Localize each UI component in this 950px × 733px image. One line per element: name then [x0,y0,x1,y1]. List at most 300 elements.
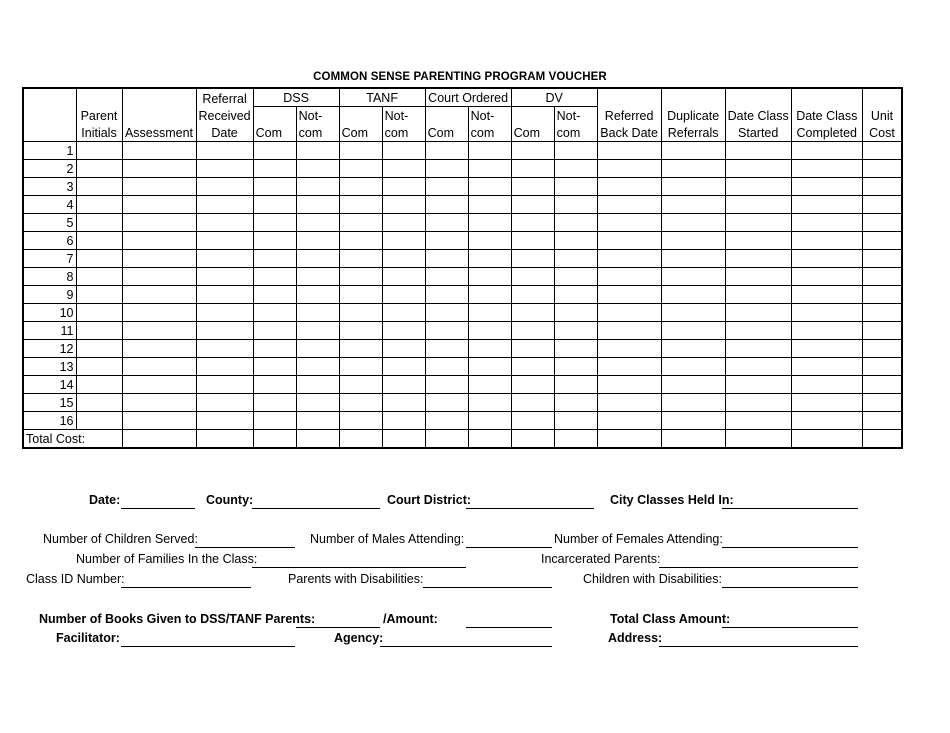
table-cell[interactable] [597,358,661,376]
table-cell[interactable] [511,340,554,358]
table-cell[interactable] [511,232,554,250]
table-cell[interactable] [862,268,902,286]
table-cell[interactable] [296,232,339,250]
total-class-amount-field[interactable] [722,612,858,628]
table-cell[interactable] [122,376,196,394]
completed-header: Completed [791,124,862,142]
total-class-amount-label: Total Class Amount: [610,612,731,626]
table-cell[interactable] [296,304,339,322]
table-cell[interactable] [196,268,253,286]
table-cell[interactable] [425,304,468,322]
table-cell[interactable] [382,376,425,394]
page-title: COMMON SENSE PARENTING PROGRAM VOUCHER [313,71,607,83]
table-cell[interactable] [862,178,902,196]
table-cell[interactable] [253,214,296,232]
table-cell[interactable] [382,340,425,358]
table-cell[interactable] [468,286,511,304]
table-cell[interactable] [597,232,661,250]
table-cell[interactable] [339,232,382,250]
table-row [23,196,902,214]
table-cell[interactable] [862,376,902,394]
table-cell[interactable] [339,178,382,196]
table-cell[interactable] [725,268,791,286]
table-cell[interactable] [468,394,511,412]
table-cell[interactable] [791,232,862,250]
table-cell[interactable] [597,142,661,160]
table-cell[interactable] [196,322,253,340]
table-cell[interactable] [196,214,253,232]
table-cell[interactable] [76,232,122,250]
table-cell[interactable] [597,250,661,268]
table-cell[interactable] [862,196,902,214]
table-cell[interactable] [76,340,122,358]
table-cell[interactable] [339,376,382,394]
table-cell[interactable] [76,358,122,376]
address-field[interactable] [659,631,858,647]
table-cell[interactable] [296,214,339,232]
table-cell[interactable] [725,394,791,412]
table-cell[interactable] [554,340,597,358]
table-cell[interactable] [597,214,661,232]
row-number: 8 [23,268,76,286]
table-cell[interactable] [791,340,862,358]
table-cell[interactable] [597,196,661,214]
table-cell[interactable] [791,142,862,160]
table-cell[interactable] [791,160,862,178]
table-cell[interactable] [382,178,425,196]
table-cell[interactable] [597,286,661,304]
table-cell[interactable] [196,286,253,304]
table-cell[interactable] [253,394,296,412]
table-cell[interactable] [862,340,902,358]
table-cell[interactable] [725,250,791,268]
table-cell[interactable] [791,412,862,430]
table-cell[interactable] [791,268,862,286]
table-cell[interactable] [661,322,725,340]
table-cell[interactable] [511,376,554,394]
table-cell[interactable] [554,322,597,340]
table-cell[interactable] [554,142,597,160]
table-cell[interactable] [122,178,196,196]
table-cell[interactable] [425,196,468,214]
table-cell[interactable] [511,394,554,412]
table-cell[interactable] [597,412,661,430]
table-cell[interactable] [468,358,511,376]
table-cell[interactable] [554,160,597,178]
date-field[interactable] [121,493,195,509]
table-cell[interactable] [76,196,122,214]
table-cell[interactable] [76,250,122,268]
table-cell[interactable] [425,268,468,286]
females-field[interactable] [722,532,858,548]
table-cell[interactable] [253,268,296,286]
table-cell[interactable] [862,142,902,160]
table-cell[interactable] [122,286,196,304]
table-cell[interactable] [791,358,862,376]
table-cell[interactable] [511,322,554,340]
city-classes-field[interactable] [722,493,858,509]
table-cell[interactable] [339,322,382,340]
table-cell[interactable] [661,340,725,358]
table-cell[interactable] [554,358,597,376]
table-cell[interactable] [862,250,902,268]
table-cell[interactable] [196,376,253,394]
table-cell[interactable] [554,412,597,430]
table-cell[interactable] [122,304,196,322]
table-cell[interactable] [554,268,597,286]
table-cell[interactable] [382,394,425,412]
table-cell[interactable] [196,142,253,160]
table-cell[interactable] [791,376,862,394]
table-cell[interactable] [339,268,382,286]
table-cell[interactable] [511,358,554,376]
table-cell[interactable] [76,322,122,340]
court-ordered-header: Court Ordered [425,88,511,107]
table-cell[interactable] [468,322,511,340]
table-cell[interactable] [511,304,554,322]
agency-label: Agency: [334,631,384,645]
table-cell[interactable] [725,304,791,322]
table-cell[interactable] [382,268,425,286]
table-cell[interactable] [511,412,554,430]
table-cell[interactable] [791,250,862,268]
table-cell[interactable] [196,304,253,322]
table-cell[interactable] [661,214,725,232]
table-cell[interactable] [862,286,902,304]
facilitator-field[interactable] [121,631,295,647]
table-row [23,142,902,160]
table-cell[interactable] [661,160,725,178]
table-cell[interactable] [76,376,122,394]
table-cell[interactable] [554,214,597,232]
table-cell[interactable] [122,358,196,376]
table-cell[interactable] [296,340,339,358]
table-cell[interactable] [196,340,253,358]
table-cell[interactable] [382,322,425,340]
table-cell[interactable] [196,394,253,412]
males-field[interactable] [466,532,552,548]
table-cell[interactable] [339,286,382,304]
children-disabilities-field[interactable] [722,572,858,588]
table-cell[interactable] [122,340,196,358]
row-number: 11 [23,322,76,340]
table-cell[interactable] [196,196,253,214]
amount-field[interactable] [466,612,552,628]
table-cell[interactable] [791,322,862,340]
table-cell[interactable] [725,142,791,160]
table-cell[interactable] [468,268,511,286]
children-served-field[interactable] [195,532,295,548]
agency-field[interactable] [380,631,552,647]
table-cell[interactable] [382,160,425,178]
table-cell[interactable] [253,160,296,178]
table-cell[interactable] [661,232,725,250]
table-cell[interactable] [425,160,468,178]
table-cell[interactable] [382,304,425,322]
table-cell[interactable] [725,214,791,232]
table-cell[interactable] [296,286,339,304]
table-cell[interactable] [725,322,791,340]
table-cell[interactable] [661,412,725,430]
row-number: 13 [23,358,76,376]
table-cell[interactable] [296,394,339,412]
table-cell[interactable] [425,142,468,160]
table-cell[interactable] [511,178,554,196]
table-cell[interactable] [862,412,902,430]
table-cell[interactable] [597,268,661,286]
table-cell[interactable] [296,160,339,178]
table-cell[interactable] [661,358,725,376]
table-cell[interactable] [296,178,339,196]
table-cell[interactable] [196,160,253,178]
table-cell[interactable] [661,196,725,214]
table-cell[interactable] [425,412,468,430]
table-cell[interactable] [554,376,597,394]
table-cell[interactable] [511,196,554,214]
table-cell[interactable] [382,196,425,214]
table-cell[interactable] [196,412,253,430]
table-cell[interactable] [597,376,661,394]
table-cell[interactable] [253,232,296,250]
table-cell[interactable] [791,394,862,412]
table-cell[interactable] [791,196,862,214]
table-cell[interactable] [468,142,511,160]
table-cell[interactable] [468,196,511,214]
table-cell[interactable] [661,304,725,322]
table-cell[interactable] [725,178,791,196]
books-field[interactable] [296,612,380,628]
table-cell[interactable] [661,250,725,268]
table-cell[interactable] [296,196,339,214]
table-cell[interactable] [382,286,425,304]
table-cell[interactable] [468,340,511,358]
cost-header: Cost [862,124,902,142]
table-cell[interactable] [339,196,382,214]
table-cell[interactable] [725,358,791,376]
table-cell[interactable] [382,358,425,376]
table-cell[interactable] [661,142,725,160]
court-district-field[interactable] [466,493,594,509]
county-field[interactable] [252,493,380,509]
children-disabilities-label: Children with Disabilities: [583,572,722,586]
table-cell[interactable] [122,412,196,430]
table-cell[interactable] [76,160,122,178]
table-cell[interactable] [339,358,382,376]
table-cell[interactable] [597,322,661,340]
table-cell[interactable] [339,394,382,412]
table-cell[interactable] [382,250,425,268]
table-cell[interactable] [296,376,339,394]
amount-label: /Amount: [383,612,438,626]
table-cell[interactable] [122,250,196,268]
table-row [23,376,902,394]
table-cell[interactable] [725,412,791,430]
table-cell[interactable] [382,142,425,160]
table-cell[interactable] [468,214,511,232]
table-cell[interactable] [862,214,902,232]
tanf-notcom-header: Not- [382,107,425,125]
table-cell[interactable] [468,304,511,322]
table-cell[interactable] [597,340,661,358]
families-field[interactable] [252,552,466,568]
table-cell[interactable] [425,340,468,358]
court-notcom-header: Not- [468,107,511,125]
table-cell[interactable] [661,376,725,394]
table-cell[interactable] [122,322,196,340]
table-cell[interactable] [661,178,725,196]
table-cell[interactable] [253,142,296,160]
table-cell[interactable] [425,322,468,340]
total-cost-cell[interactable] [122,430,196,449]
table-cell[interactable] [196,178,253,196]
table-cell[interactable] [468,412,511,430]
table-cell[interactable] [339,340,382,358]
table-cell[interactable] [661,268,725,286]
table-cell[interactable] [76,268,122,286]
started-header: Started [725,124,791,142]
class-id-field[interactable] [121,572,251,588]
table-cell[interactable] [554,394,597,412]
table-cell[interactable] [554,250,597,268]
referred-header: Referred [597,107,661,125]
table-cell[interactable] [862,358,902,376]
total-cost-row [23,430,902,449]
table-cell[interactable] [725,196,791,214]
table-cell[interactable] [862,160,902,178]
table-cell[interactable] [597,394,661,412]
table-cell[interactable] [339,142,382,160]
table-cell[interactable] [76,214,122,232]
row-number: 2 [23,160,76,178]
table-cell[interactable] [122,160,196,178]
table-cell[interactable] [253,178,296,196]
table-cell[interactable] [425,358,468,376]
table-cell[interactable] [122,196,196,214]
table-cell[interactable] [253,376,296,394]
table-cell[interactable] [511,268,554,286]
table-cell[interactable] [862,322,902,340]
table-cell[interactable] [725,376,791,394]
table-cell[interactable] [554,232,597,250]
table-cell[interactable] [511,286,554,304]
table-cell[interactable] [253,322,296,340]
table-cell[interactable] [296,268,339,286]
table-cell[interactable] [468,376,511,394]
table-cell[interactable] [339,160,382,178]
table-row [23,268,902,286]
table-cell[interactable] [511,142,554,160]
table-cell[interactable] [597,304,661,322]
table-cell[interactable] [425,376,468,394]
incarcerated-field[interactable] [659,552,858,568]
table-cell[interactable] [791,214,862,232]
table-cell[interactable] [296,322,339,340]
table-cell[interactable] [296,412,339,430]
table-cell[interactable] [253,196,296,214]
table-cell[interactable] [76,286,122,304]
table-cell[interactable] [253,304,296,322]
table-cell[interactable] [122,268,196,286]
table-cell[interactable] [511,250,554,268]
table-cell[interactable] [468,160,511,178]
table-cell[interactable] [511,214,554,232]
table-cell[interactable] [597,160,661,178]
table-cell[interactable] [253,412,296,430]
table-cell[interactable] [253,286,296,304]
table-cell[interactable] [425,286,468,304]
table-cell[interactable] [725,340,791,358]
table-cell[interactable] [76,394,122,412]
table-cell[interactable] [339,250,382,268]
table-cell[interactable] [425,178,468,196]
table-cell[interactable] [511,160,554,178]
table-cell[interactable] [725,160,791,178]
table-cell[interactable] [791,286,862,304]
table-cell[interactable] [76,304,122,322]
table-cell[interactable] [339,304,382,322]
table-cell[interactable] [425,214,468,232]
table-cell[interactable] [661,394,725,412]
table-cell[interactable] [725,232,791,250]
table-cell[interactable] [382,412,425,430]
table-cell[interactable] [468,232,511,250]
table-cell[interactable] [382,214,425,232]
table-cell[interactable] [296,142,339,160]
table-cell[interactable] [296,358,339,376]
table-cell[interactable] [76,178,122,196]
address-label: Address: [608,631,663,645]
table-cell[interactable] [122,394,196,412]
parents-disabilities-field[interactable] [423,572,552,588]
table-cell[interactable] [253,358,296,376]
table-cell[interactable] [468,178,511,196]
table-cell[interactable] [554,196,597,214]
header-row-2 [23,107,902,125]
table-cell[interactable] [862,304,902,322]
table-cell[interactable] [554,304,597,322]
table-cell[interactable] [382,232,425,250]
table-cell[interactable] [554,286,597,304]
table-cell[interactable] [253,340,296,358]
table-row [23,394,902,412]
table-cell[interactable] [122,142,196,160]
table-cell[interactable] [296,250,339,268]
table-cell[interactable] [339,214,382,232]
table-cell[interactable] [122,214,196,232]
table-cell[interactable] [791,304,862,322]
table-cell[interactable] [76,142,122,160]
table-cell[interactable] [468,250,511,268]
table-cell[interactable] [554,178,597,196]
table-cell[interactable] [425,250,468,268]
table-cell[interactable] [196,250,253,268]
row-number: 9 [23,286,76,304]
table-cell[interactable] [725,286,791,304]
table-cell[interactable] [597,178,661,196]
table-cell[interactable] [425,394,468,412]
table-cell[interactable] [196,358,253,376]
table-cell[interactable] [196,232,253,250]
table-cell[interactable] [122,232,196,250]
table-cell[interactable] [862,232,902,250]
table-cell[interactable] [862,394,902,412]
table-cell[interactable] [253,250,296,268]
table-cell[interactable] [791,178,862,196]
table-cell[interactable] [76,412,122,430]
table-cell[interactable] [339,412,382,430]
table-cell[interactable] [661,286,725,304]
table-cell[interactable] [425,232,468,250]
